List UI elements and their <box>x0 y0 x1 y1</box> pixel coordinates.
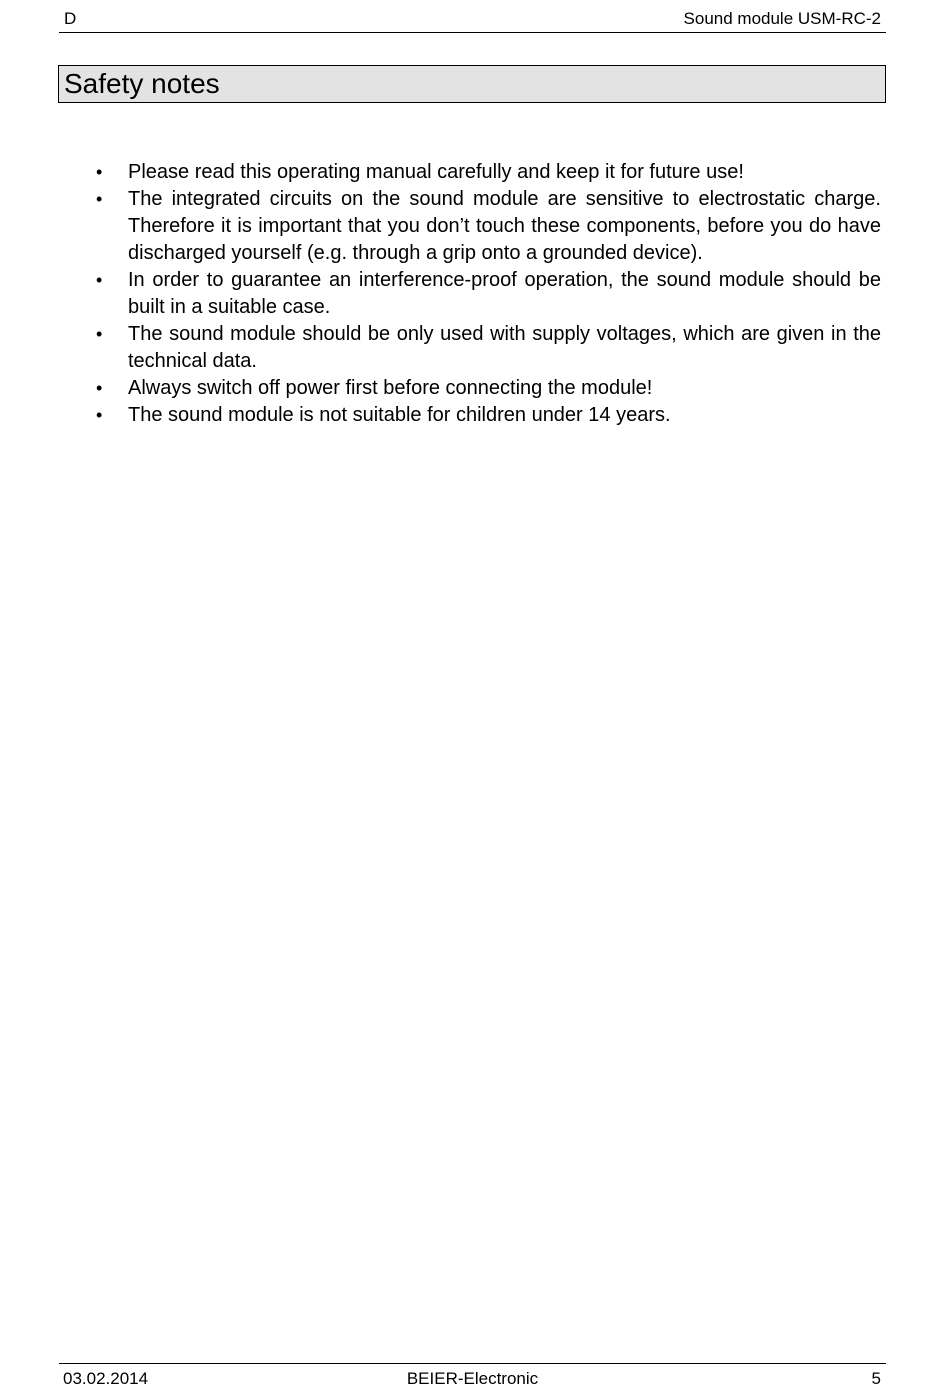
safety-notes-list <box>94 159 881 429</box>
footer-date: 03.02.2014 <box>63 1369 149 1388</box>
bullet-icon: • <box>96 405 103 425</box>
bullet-icon: • <box>96 378 103 398</box>
bullet-icon: • <box>96 270 103 290</box>
footer-page-number: 5 <box>871 1369 881 1388</box>
list-item <box>94 159 881 186</box>
bullet-icon: • <box>96 162 103 182</box>
page-header <box>59 6 886 33</box>
list-item-text: The sound module should be only used with supply voltages, which are given in the technical data. <box>128 323 881 372</box>
list-item <box>94 375 881 402</box>
list-item-text: In order to guarantee an interference-proof operation, the sound module should be built in a suitable case. <box>128 269 881 318</box>
footer-company: BEIER-Electronic <box>406 1369 539 1388</box>
list-item-text: Please read this operating manual carefully and keep it for future use! <box>128 161 744 183</box>
header-document-title: Sound module USM-RC-2 <box>683 9 881 28</box>
page-footer <box>59 1363 886 1394</box>
section-title: Safety notes <box>64 68 220 99</box>
bullet-icon: • <box>96 324 103 344</box>
list-item <box>94 186 881 267</box>
list-item-text: The sound module is not suitable for children under 14 years. <box>128 404 671 426</box>
list-item-text: Always switch off power first before connecting the module! <box>128 377 653 399</box>
bullet-icon: • <box>96 189 103 209</box>
list-item <box>94 321 881 375</box>
header-language-code: D <box>64 9 77 28</box>
list-item-text: The integrated circuits on the sound module are sensitive to electrostatic charge. Therefore it is important that you don’t touch these components, before you do have discharged yourself (e.g. through a grip onto a grounded device). <box>128 188 881 264</box>
section-title-box <box>58 65 886 103</box>
list-item <box>94 267 881 321</box>
list-item <box>94 402 881 429</box>
